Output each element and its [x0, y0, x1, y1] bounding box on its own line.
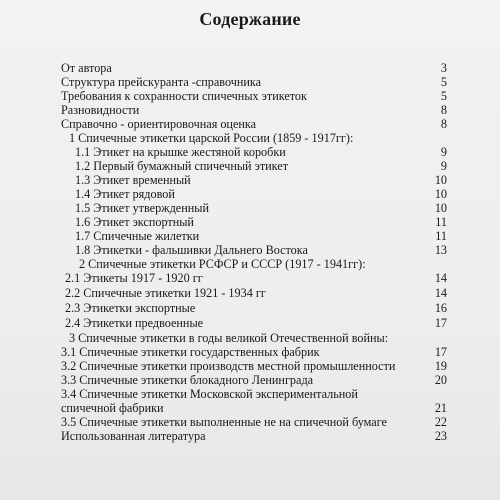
toc-entry — [61, 271, 447, 285]
toc-entry-page: 16 — [434, 301, 447, 315]
toc-entry — [61, 201, 447, 215]
toc-entry-page: 14 — [434, 271, 447, 285]
toc-entry-page: 20 — [434, 373, 447, 387]
toc-entry-text: 3.3 Спичечные этикетки блокадного Ленинграда — [61, 373, 314, 387]
toc-entry-page: 10 — [434, 201, 447, 215]
toc-entry — [61, 415, 447, 429]
toc-entry-text: От автора — [61, 61, 112, 75]
toc-entry-page: 5 — [440, 75, 447, 89]
toc-entry-text: 2 Спичечные этикетки РСФСР и СССР (1917 - 1941гг): — [79, 257, 366, 271]
toc-entry-text: 3.2 Спичечные этикетки производств местной промышленности — [61, 359, 396, 373]
toc-entry — [61, 373, 447, 387]
table-of-contents — [61, 61, 447, 443]
toc-entry-page: 17 — [434, 316, 447, 330]
toc-section-heading — [61, 331, 447, 345]
toc-section-heading — [61, 257, 447, 271]
toc-entry-text: спичечной фабрики — [61, 401, 164, 415]
page-title: Содержание — [199, 9, 301, 29]
toc-entry-page: 11 — [435, 215, 447, 229]
toc-entry-text: Справочно - ориентировочная оценка — [61, 117, 257, 131]
toc-entry — [61, 89, 447, 103]
toc-entry-text: 1.1 Этикет на крышке жестяной коробки — [75, 145, 286, 159]
toc-entry — [61, 215, 447, 229]
toc-entry-page: 9 — [440, 145, 447, 159]
toc-entry — [61, 286, 447, 300]
toc-entry — [61, 345, 447, 359]
toc-entry — [61, 159, 447, 173]
toc-entry-text: Структура прейскуранта -справочника — [61, 75, 262, 89]
toc-entry-text: 1.5 Этикет утвержденный — [75, 201, 209, 215]
toc-entry-text: 3.5 Спичечные этикетки выполненные не на спичечной бумаге — [61, 415, 387, 429]
toc-entry-text: 1.3 Этикет временный — [75, 173, 191, 187]
toc-entry — [61, 187, 447, 201]
toc-entry — [61, 145, 447, 159]
toc-entry — [61, 229, 447, 243]
toc-entry-text: 1.8 Этикетки - фальшивки Дальнего Востока — [75, 243, 308, 257]
toc-entry — [61, 243, 447, 257]
toc-entry-page: 9 — [440, 159, 447, 173]
toc-entry-text: 1.6 Этикет экспортный — [75, 215, 194, 229]
toc-entry-text: 2.4 Этикетки предвоенные — [65, 316, 204, 330]
toc-entry — [61, 103, 447, 117]
toc-entry — [61, 173, 447, 187]
toc-entry-page: 21 — [434, 401, 447, 415]
toc-entry-page: 22 — [434, 415, 447, 429]
toc-entry-page: 11 — [435, 229, 447, 243]
toc-entry-text: 3.4 Спичечные этикетки Московской экспериментальной — [61, 387, 358, 401]
toc-section-heading — [61, 131, 447, 145]
toc-entry — [61, 61, 447, 75]
toc-entry-page: 3 — [440, 61, 447, 75]
toc-entry-text: 2.2 Спичечные этикетки 1921 - 1934 гг — [65, 286, 266, 300]
toc-entry — [61, 75, 447, 89]
toc-entry-text: 1.4 Этикет рядовой — [75, 187, 175, 201]
toc-entry-text: 1 Спичечные этикетки царской России (1859 - 1917гг): — [69, 131, 354, 145]
toc-entry-continuation — [61, 401, 447, 415]
toc-entry-page: 14 — [434, 286, 447, 300]
toc-entry-page: 8 — [440, 117, 447, 131]
toc-entry — [61, 429, 447, 443]
toc-entry-text: 2.1 Этикеты 1917 - 1920 гг — [65, 271, 203, 285]
toc-entry-page: 5 — [440, 89, 447, 103]
toc-entry-text: 3 Спичечные этикетки в годы великой Отечественной войны: — [69, 331, 389, 345]
toc-entry-page: 8 — [440, 103, 447, 117]
toc-entry — [61, 359, 447, 373]
toc-entry-text: 1.7 Спичечные жилетки — [75, 229, 200, 243]
toc-entry-text: 1.2 Первый бумажный спичечный этикет — [75, 159, 289, 173]
toc-entry — [61, 301, 447, 315]
toc-entry-text: 2.3 Этикетки экспортные — [65, 301, 196, 315]
toc-entry-text: 3.1 Спичечные этикетки государственных фабрик — [61, 345, 320, 359]
toc-entry-page: 23 — [434, 429, 447, 443]
toc-entry-text: Использованная литература — [61, 429, 206, 443]
toc-entry-page: 10 — [434, 187, 447, 201]
toc-entry — [61, 316, 447, 330]
toc-entry-page: 19 — [434, 359, 447, 373]
toc-entry-text: Разновидности — [61, 103, 140, 117]
toc-entry — [61, 117, 447, 131]
toc-entry-page: 13 — [434, 243, 447, 257]
toc-entry-text: Требования к сохранности спичечных этикеток — [61, 89, 307, 103]
toc-entry-page: 17 — [434, 345, 447, 359]
toc-entry-page: 10 — [434, 173, 447, 187]
toc-entry — [61, 387, 447, 401]
